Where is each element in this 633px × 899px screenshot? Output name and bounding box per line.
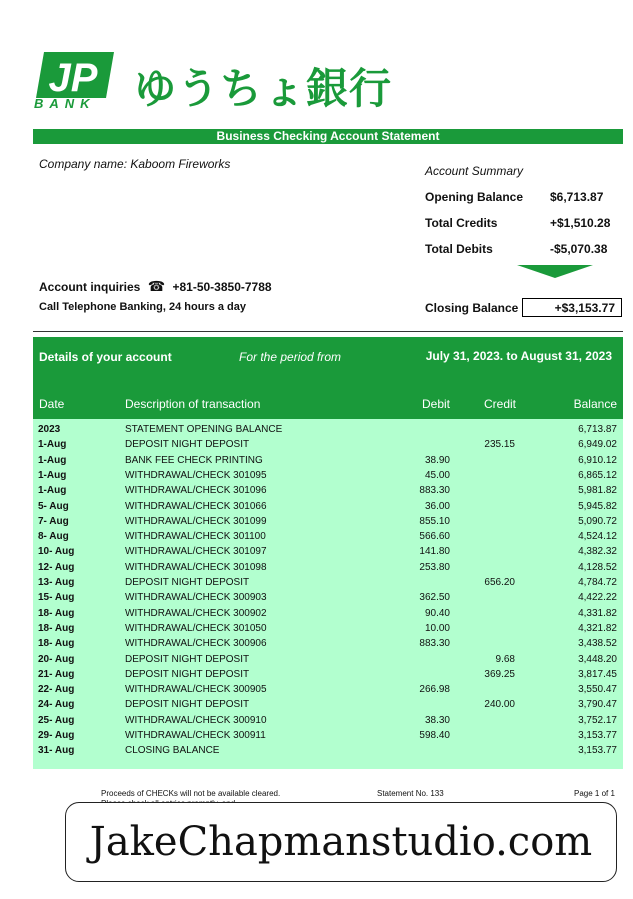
details-label: Details of your account <box>39 350 172 364</box>
date-cell: 1-Aug <box>38 439 67 451</box>
debit-cell: 855.10 <box>419 515 450 527</box>
inquiries-label: Account inquiries <box>39 280 141 294</box>
table-row <box>33 743 623 758</box>
table-row <box>33 682 623 697</box>
total-credits-label: Total Credits <box>425 216 498 230</box>
date-cell: 12- Aug <box>38 561 75 573</box>
down-arrow-icon <box>517 265 593 278</box>
balance-cell: 4,784.72 <box>578 577 617 588</box>
description-cell: WITHDRAWAL/CHECK 300903 <box>125 592 267 604</box>
table-row <box>33 621 623 636</box>
table-row <box>33 560 623 575</box>
watermark: JakeChapmanstudio.com <box>65 802 617 882</box>
balance-cell: 3,790.47 <box>578 699 617 711</box>
opening-balance-label: Opening Balance <box>425 190 524 204</box>
table-row <box>33 544 623 559</box>
table-row <box>33 499 623 514</box>
description-cell: WITHDRAWAL/CHECK 301099 <box>125 515 267 527</box>
description-cell: WITHDRAWAL/CHECK 301097 <box>125 546 267 558</box>
telephone-banking-note: Call Telephone Banking, 24 hours a day <box>39 301 247 313</box>
debit-cell: 38.90 <box>424 454 450 466</box>
balance-cell: 4,422.22 <box>578 592 617 604</box>
balance-cell: 3,153.77 <box>578 745 617 757</box>
description-cell: STATEMENT OPENING BALANCE <box>125 424 283 435</box>
closing-balance-value: +$3,153.77 <box>522 298 622 317</box>
total-debits-value: -$5,070.38 <box>550 242 608 256</box>
table-row <box>33 652 623 667</box>
date-cell: 18- Aug <box>38 607 75 619</box>
balance-cell: 3,448.20 <box>578 653 617 665</box>
table-row <box>33 667 623 682</box>
description-cell: WITHDRAWAL/CHECK 301098 <box>125 561 267 573</box>
debit-cell: 141.80 <box>419 546 450 558</box>
credit-cell: 656.20 <box>484 577 515 588</box>
debit-cell: 883.30 <box>419 638 450 650</box>
table-row <box>33 636 623 651</box>
balance-cell: 3,752.17 <box>578 714 617 726</box>
page-number: Page 1 of 1 <box>574 789 615 798</box>
period-range: July 31, 2023. to August 31, 2023 <box>425 349 612 363</box>
description-cell: WITHDRAWAL/CHECK 300902 <box>125 607 267 619</box>
balance-cell: 3,550.47 <box>578 684 617 696</box>
date-cell: 15- Aug <box>38 592 75 604</box>
table-row <box>33 483 623 498</box>
credit-cell: 235.15 <box>484 439 515 451</box>
debit-cell: 45.00 <box>424 469 450 481</box>
phone-number: +81-50-3850-7788 <box>172 280 272 294</box>
description-cell: WITHDRAWAL/CHECK 301096 <box>125 485 267 497</box>
debit-cell: 883.30 <box>419 485 450 497</box>
balance-cell: 4,331.82 <box>578 607 617 619</box>
debit-cell: 90.40 <box>424 607 450 619</box>
closing-balance-label: Closing Balance <box>425 301 519 315</box>
description-cell: DEPOSIT NIGHT DEPOSIT <box>125 577 250 588</box>
balance-cell: 3,817.45 <box>578 668 617 680</box>
description-cell: WITHDRAWAL/CHECK 300911 <box>125 730 266 741</box>
statement-number: Statement No. 133 <box>377 789 444 798</box>
date-cell: 5- Aug <box>38 500 69 512</box>
statement-title: Business Checking Account Statement <box>33 129 623 144</box>
credit-cell: 9.68 <box>495 653 515 665</box>
balance-cell: 4,524.12 <box>578 531 617 543</box>
description-cell: WITHDRAWAL/CHECK 301100 <box>125 531 266 543</box>
column-header-date: Date <box>39 397 65 411</box>
credit-cell: 240.00 <box>484 699 515 711</box>
account-inquiries <box>39 278 272 295</box>
debit-cell: 10.00 <box>424 622 450 634</box>
description-cell: DEPOSIT NIGHT DEPOSIT <box>125 439 250 451</box>
date-cell: 25- Aug <box>38 714 75 726</box>
date-cell: 1-Aug <box>38 454 67 466</box>
date-cell: 21- Aug <box>38 668 75 680</box>
debit-cell: 566.60 <box>419 531 450 543</box>
details-header <box>33 337 623 419</box>
date-cell: 22- Aug <box>38 684 75 696</box>
balance-cell: 6,713.87 <box>578 424 617 435</box>
debit-cell: 598.40 <box>419 730 450 741</box>
balance-cell: 4,321.82 <box>578 622 617 634</box>
balance-cell: 4,128.52 <box>578 561 617 573</box>
opening-balance-value: $6,713.87 <box>550 190 604 204</box>
debit-cell: 38.30 <box>424 714 450 726</box>
bank-name: ゆうちょ銀行 <box>134 65 393 112</box>
date-cell: 31- Aug <box>38 745 75 757</box>
period-label: For the period from <box>239 350 342 364</box>
description-cell: DEPOSIT NIGHT DEPOSIT <box>125 653 250 665</box>
description-cell: DEPOSIT NIGHT DEPOSIT <box>125 699 250 711</box>
debit-cell: 36.00 <box>424 500 450 512</box>
description-cell: CLOSING BALANCE <box>125 745 220 757</box>
telephone-icon: ☎ <box>147 278 166 294</box>
balance-cell: 5,945.82 <box>578 500 617 512</box>
description-cell: BANK FEE CHECK PRINTING <box>125 454 263 466</box>
balance-cell: 3,438.52 <box>578 638 617 650</box>
balance-cell: 4,382.32 <box>578 546 617 558</box>
description-cell: WITHDRAWAL/CHECK 300906 <box>125 638 267 650</box>
debit-cell: 266.98 <box>419 684 450 696</box>
date-cell: 20- Aug <box>38 653 75 665</box>
jp-bank-logo <box>36 52 114 98</box>
description-cell: DEPOSIT NIGHT DEPOSIT <box>125 668 250 680</box>
column-header-description: Description of transaction <box>125 397 261 411</box>
column-header-credit: Credit <box>484 397 517 411</box>
table-row <box>33 514 623 529</box>
debit-cell: 253.80 <box>419 561 450 573</box>
credit-cell: 369.25 <box>484 668 515 680</box>
date-cell: 18- Aug <box>38 622 75 634</box>
balance-cell: 6,910.12 <box>578 454 617 466</box>
description-cell: WITHDRAWAL/CHECK 300905 <box>125 684 267 696</box>
table-row <box>33 606 623 621</box>
table-row <box>33 468 623 483</box>
column-header-balance: Balance <box>573 397 617 411</box>
date-cell: 18- Aug <box>38 638 75 650</box>
date-cell: 10- Aug <box>38 546 75 558</box>
debit-cell: 362.50 <box>419 592 450 604</box>
transactions-table <box>33 419 623 769</box>
total-credits-value: +$1,510.28 <box>550 216 611 230</box>
balance-cell: 3,153.77 <box>578 730 617 741</box>
logo-bank-label: BANK <box>34 96 96 111</box>
divider <box>33 331 623 332</box>
date-cell: 24- Aug <box>38 699 75 711</box>
table-row <box>33 575 623 590</box>
date-cell: 1-Aug <box>38 469 67 481</box>
date-cell: 7- Aug <box>38 515 69 527</box>
table-row <box>33 590 623 605</box>
balance-cell: 6,949.02 <box>578 439 617 451</box>
date-cell: 1-Aug <box>38 485 67 497</box>
description-cell: WITHDRAWAL/CHECK 301095 <box>125 469 267 481</box>
table-row <box>33 437 623 452</box>
description-cell: WITHDRAWAL/CHECK 301050 <box>125 622 267 634</box>
company-name: Company name: Kaboom Fireworks <box>39 157 231 171</box>
summary-title: Account Summary <box>425 164 524 178</box>
date-cell: 29- Aug <box>38 730 75 741</box>
footer-note: Proceeds of CHECKs will not be available cleared. <box>101 789 281 798</box>
column-header-debit: Debit <box>422 397 451 411</box>
table-row <box>33 728 623 743</box>
description-cell: WITHDRAWAL/CHECK 301066 <box>125 500 267 512</box>
description-cell: WITHDRAWAL/CHECK 300910 <box>125 714 267 726</box>
table-row <box>33 453 623 468</box>
table-row <box>33 713 623 728</box>
table-row <box>33 697 623 712</box>
table-row <box>33 422 623 437</box>
table-row <box>33 529 623 544</box>
date-cell: 2023 <box>38 424 61 435</box>
balance-cell: 6,865.12 <box>578 469 617 481</box>
balance-cell: 5,981.82 <box>578 485 617 497</box>
total-debits-label: Total Debits <box>425 242 493 256</box>
date-cell: 8- Aug <box>38 531 69 543</box>
logo-text: JP <box>48 56 98 98</box>
balance-cell: 5,090.72 <box>578 515 617 527</box>
date-cell: 13- Aug <box>38 577 75 588</box>
